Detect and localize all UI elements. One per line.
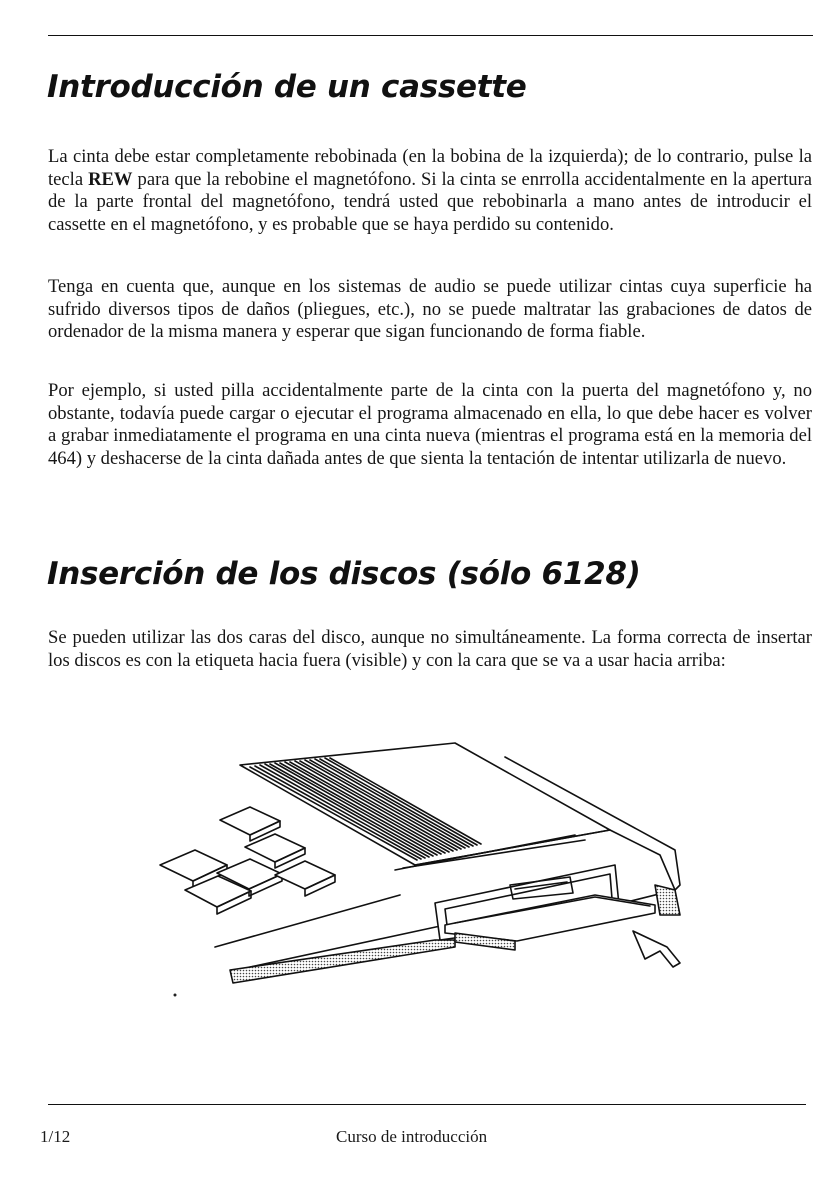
section-heading-cassette: Introducción de un cassette — [47, 69, 527, 105]
top-rule — [48, 35, 813, 36]
section-heading-discos: Inserción de los discos (sólo 6128) — [47, 556, 641, 592]
paragraph-tape-damage: Tenga en cuenta que, aunque en los sistemas de audio se puede utilizar cintas cuya superficie ha sufrido diversos tipos de daños (pliegues, etc.), no se puede maltratar las grabaciones de datos de ordenador de la misma manera y esperar que sigan funcionando de forma fiable. — [48, 276, 812, 343]
computer-disk-insertion-illustration — [155, 735, 700, 1010]
paragraph-text: La cinta debe estar completamente rebobinada (en la bobina de la izquierda); de lo contrario, pulse la tecla — [48, 146, 812, 190]
page-number: 1/12 — [40, 1127, 71, 1146]
paragraph-example: Por ejemplo, si usted pilla accidentalmente parte de la cinta con la puerta del magnetófono y, no obstante, todavía puede cargar o ejecutar el programa almacenado en ella, lo que debe hacer es volver a grabar inmediatamente el programa en una cinta nueva (mientras el programa está en la memoria del 464) y deshacerse de la cinta dañada antes de que sienta la tentación de intentar utilizarla de nuevo. — [48, 380, 812, 469]
paragraph-text: para que la rebobine el magnetófono. Si la cinta se enrrolla accidentalmente en la apertura de la parte frontal del magnetófono, tendrá usted que rebobinarla a mano antes de introducir el cassette en el magnetófono, y es probable que se haya perdido su contenido. — [48, 168, 812, 235]
bottom-rule — [48, 1104, 806, 1105]
paragraph-disk-insertion: Se pueden utilizar las dos caras del disco, aunque no simultáneamente. La forma correcta de insertar los discos es con la etiqueta hacia fuera (visible) y con la cara que se va a usar hacia arriba: — [48, 627, 812, 671]
footer-title: Curso de introducción — [336, 1127, 488, 1146]
rew-key-label: REW — [88, 168, 133, 190]
paragraph-cassette-rewind — [48, 146, 812, 236]
